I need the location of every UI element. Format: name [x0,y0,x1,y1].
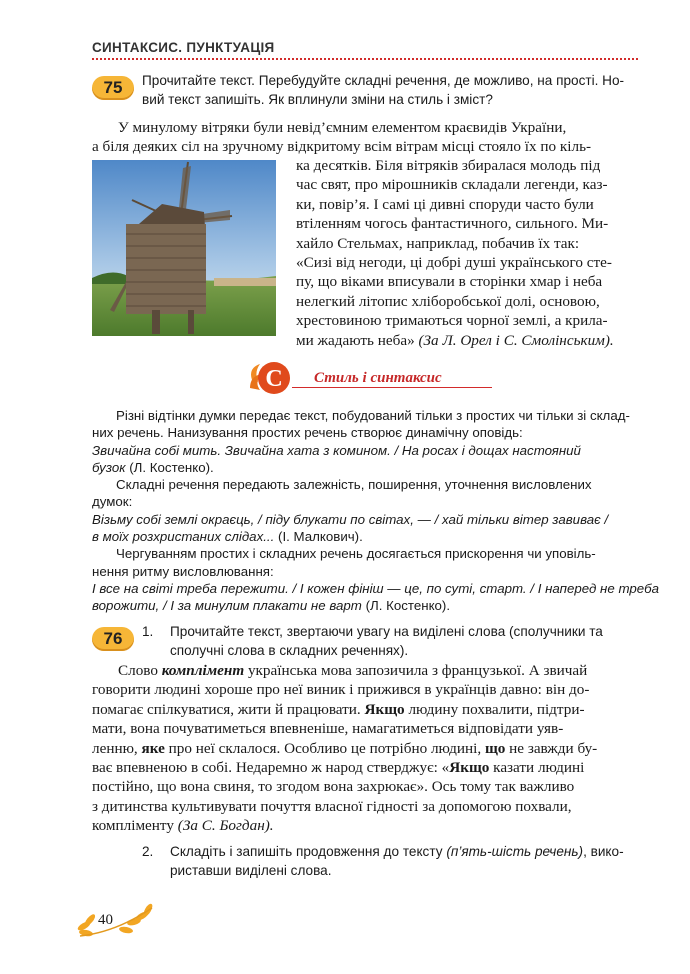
exercise-76-text [92,661,638,836]
rule-line: думок: [92,494,133,510]
text-line: нелегкий літопис хліборобської долі, основою, [296,292,600,310]
section-underline [292,387,492,388]
task-line [170,842,640,861]
source-citation: (За Л. Орел і С. Смолінським). [418,331,614,349]
quote-line: І все на світі треба пережити. / І кожен фініш — це, по суті, старт. / І наперед не треба [92,580,660,596]
highlighted-word: Якщо [364,700,405,718]
rule-line: Різні відтінки думки передає текст, побудований тільки з простих чи тільки зі склад- [116,408,630,423]
style-syntax-block [92,407,660,615]
text-line [92,758,638,777]
text-line [92,739,638,758]
source-citation: (За С. Богдан). [177,817,274,835]
quote-text: в моїх розхристаних слідах... [92,529,275,545]
text-line: «Сизі від негоди, ці добрі душі українського сте- [296,254,612,272]
task-line: Прочитайте текст. Перебудуйте складні речення, де можливо, на прості. Но- [142,73,625,88]
quote-author: (Л. Костенко). [129,459,214,475]
text-span: ває впевненою в собі. Недаремно ж народ стверджує: « [92,759,450,777]
quote-line [92,528,640,545]
section-c-icon [246,358,294,398]
text-line: з дитинства культивувати почуття власної гідності за допомогою похвали, [92,797,572,815]
highlighted-word: Якщо [449,759,490,777]
quote-text: ворожити, / І за минулим плакати не варт [92,598,362,614]
text-line: хрестовиною тримаються чорної землі, а крила- [296,312,608,330]
text-line: ка десятків. Біля вітряків збиралася молодь під [296,157,601,174]
text-span: казати людині [489,759,585,777]
task-line: риставши виділені слова. [170,863,332,878]
text-line [92,816,638,835]
exercise-76-badge: 76 [92,627,134,651]
page-number: 40 [98,912,113,928]
task-line: сполучні слова в складних реченнях). [170,643,409,658]
task-line: Прочитайте текст, звертаючи увагу на виділені слова (сполучники та [170,624,603,639]
wheat-ornament-icon [76,900,156,940]
running-head: СИНТАКСИС. ПУНКТУАЦІЯ [92,40,275,55]
text-span: людину похвалити, підтри- [404,700,585,718]
exercise-75-text [92,118,638,157]
rule-line: Чергуванням простих і складних речень досягається прискорення чи уповіль- [116,546,596,562]
exercise-76-item2 [170,842,640,880]
exercise-75-badge: 75 [92,76,134,100]
quote-end: ми жадають неба» [296,331,415,349]
quote-text: бузок [92,459,126,475]
task-line: вий текст запишіть. Як вплинули зміни на стиль і зміст? [142,92,493,107]
text-span: помагає спілкуватися, жити й працювати. [92,700,365,718]
exercise-76-item1 [170,622,640,660]
text-span: про неї склалося. Особливо це потрібно людині, [164,739,485,757]
quote-line: Звичайна собі мить. Звичайна хата з комином. / На росах і дощах настояний [92,442,581,458]
text-line: У минулому вітряки були невід’ємним елементом краєвидів України, [118,119,567,136]
text-line: мати, вона почуватиметься впевненіше, намагатиметься відповідати уяв- [92,720,564,738]
highlighted-word: що [484,739,506,757]
quote-line: Візьму собі землі окраєць, / піду блукати по світах, — / хай тільки вітер завиває / [92,511,609,527]
exercise-75-text-wrapped [296,156,638,350]
exercise-76-item1-number: 1. [142,624,154,639]
text-line [92,661,638,680]
task-span: , вико- [583,844,624,859]
text-span: Слово [118,662,162,679]
quote-line [92,459,640,476]
text-line: пу, що віками вписували в сторінки хмар і неба [296,273,603,291]
text-line [296,331,638,350]
exercise-75-task [142,71,642,109]
text-line [92,700,638,719]
quote-author: (І. Малкович). [278,529,363,545]
text-line: говорити людині хороше про неї виник і прижився в українців давно: він до- [92,681,590,699]
text-span: компліменту [92,817,178,835]
section-icon-letter: С [265,366,283,392]
rule-line: нення ритму висловлювання: [92,563,274,579]
section-title: Стиль і синтаксис [314,370,442,386]
rule-line: них речень. Нанизування простих речень створює динамічну оповідь: [92,425,523,441]
text-line: ки, повір’я. І самі ці дивні споруди часто були [296,195,594,213]
task-span: Складіть і запишіть продовження до тексту [170,844,447,859]
text-span: ленню, [92,739,142,757]
quote-author: (Л. Костенко). [365,598,451,614]
text-line: а біля деяких сіл на зручному відкритому всім вітрам місці стояло їх по кіль- [92,138,592,156]
rule-line: Складні речення передають залежність, поширення, уточнення висловлених [116,477,592,493]
highlighted-word: яке [141,739,165,757]
highlighted-word: комплімент [161,662,245,679]
text-span: українська мова запозичила з французької. А звичай [244,662,588,679]
quote-line [92,597,640,614]
text-line: хайло Стельмах, наприклад, побачив їх так: [296,234,580,252]
text-line: постійно, що вона свиня, то згодом вона захрюкає». Ось тому так важливо [92,778,575,796]
text-line: втіленням чогось фантастичного, сильного. Ми- [296,215,609,233]
exercise-76-item2-number: 2. [142,844,154,859]
task-span: (п’ять-шість речень) [446,844,584,859]
header-divider [92,58,638,60]
text-span: не завжди бу- [505,739,598,757]
text-line: час свят, про мірошників складали легенди, каз- [296,176,608,194]
windmill-photo [92,160,276,336]
